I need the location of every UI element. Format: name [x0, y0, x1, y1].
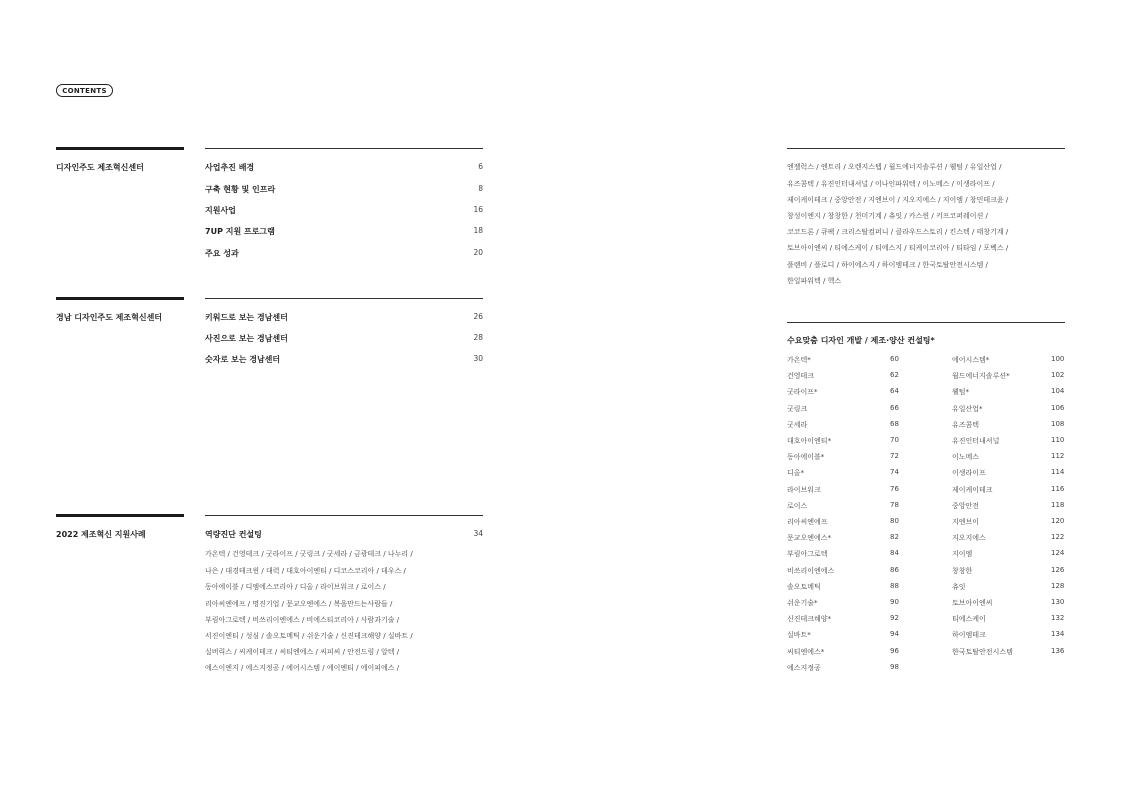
consult-company-name[interactable]: 지오지에스	[952, 534, 986, 543]
consult-company-name[interactable]: 디올*	[787, 469, 805, 478]
consult-page-number: 68	[890, 419, 899, 428]
consult-company-name[interactable]: 신진테크해양*	[787, 615, 832, 624]
consult-company-name[interactable]: 지이엠	[952, 550, 973, 559]
consult-company-name[interactable]: 이노메스	[952, 453, 980, 462]
contents-label: CONTENTS	[56, 84, 113, 97]
consult-company-name[interactable]: 씨티엔에스*	[787, 647, 825, 656]
company-list-line: 토브아이엔씨 / 티에스케이 / 티에스지 / 티케이코리아 / 티타임 / 포벡스 /	[787, 244, 1009, 252]
consult-company-name[interactable]: 에어시스템*	[952, 356, 990, 364]
consult-company-name[interactable]: 로이스	[787, 501, 808, 510]
consult-company-name[interactable]: 창창한	[952, 566, 973, 575]
consult-page-number: 64	[890, 387, 899, 396]
toc-entry[interactable]: 사업추진 배경	[205, 163, 255, 172]
section-1-title: 디자인주도 제조혁신센터	[56, 163, 144, 172]
section-1-divider	[56, 147, 184, 150]
consult-page-number: 112	[1051, 452, 1065, 461]
consult-page-number: 62	[890, 371, 899, 380]
toc-entry[interactable]: 지원사업	[205, 206, 236, 215]
consult-company-name[interactable]: 문교오엔에스*	[787, 534, 832, 543]
section-2-rule	[205, 298, 483, 299]
consult-company-name[interactable]: 유일산업*	[952, 404, 983, 413]
consult-page-number: 104	[1051, 387, 1065, 396]
toc-entry[interactable]: 숫자로 보는 경남센터	[205, 355, 281, 364]
company-list-line: 한일파워텍 / 헥스	[787, 277, 842, 285]
consult-company-name[interactable]: 굿라이프*	[787, 388, 818, 397]
toc-page-number: 20	[473, 248, 483, 257]
consult-company-name[interactable]: 동아에이블*	[787, 453, 825, 462]
toc-entry[interactable]: 구축 현황 및 인프라	[205, 185, 276, 194]
section-3-divider	[56, 514, 184, 517]
consult-company-name[interactable]: 솔오토메틱	[787, 582, 821, 591]
right-top-rule	[787, 148, 1065, 149]
company-list-line: 엔젤럭스 / 엔트리 / 오렌지스텝 / 월드에너지솔루션 / 웰텀 / 유일산업 /	[787, 163, 1002, 171]
consult-page-number: 132	[1051, 614, 1065, 623]
consult-company-name[interactable]: 라이브워크	[787, 485, 821, 494]
consult-page-number: 110	[1051, 436, 1065, 444]
consult-page-number: 106	[1051, 403, 1065, 412]
consult-company-name[interactable]: 하이엠테크	[952, 631, 986, 640]
consult-page-number: 94	[890, 630, 899, 639]
company-list-line: 플랜비 / 플로디 / 하이에스지 / 하이엠테크 / 한국토탈안전시스템 /	[787, 261, 988, 269]
toc-entry[interactable]: 사진으로 보는 경남센터	[205, 334, 288, 343]
consult-page-number: 128	[1051, 581, 1065, 590]
company-list-line: 리아씨엔에프 / 명진기업 / 문교오엔에스 / 복을만드는사람들 /	[205, 600, 393, 608]
consult-company-name[interactable]: 리아씨엔에프	[787, 518, 828, 526]
consult-page-number: 72	[890, 452, 899, 461]
consult-company-name[interactable]: 월드에너지솔루션*	[952, 372, 1010, 381]
company-list-line: 가온텍 / 건영테크 / 굿라이프 / 굿링크 / 굿세라 / 금광테크 / 나누리 /	[205, 550, 413, 558]
toc-page-number: 30	[473, 354, 483, 363]
consult-company-name[interactable]: 지엔브이	[952, 518, 980, 526]
consult-page-number: 122	[1051, 533, 1065, 542]
consult-page-number: 130	[1051, 598, 1065, 606]
consult-page-number: 88	[890, 581, 899, 590]
consult-page-number: 134	[1051, 630, 1065, 639]
consult-page-number: 66	[890, 403, 899, 412]
consult-company-name[interactable]: 쉬운기술*	[787, 599, 818, 607]
consult-company-name[interactable]: 실바트*	[787, 631, 811, 640]
toc-entry[interactable]: 역량진단 컨설팅	[205, 530, 262, 539]
consult-page-number: 114	[1051, 468, 1065, 477]
company-list-line: 유즈콤텍 / 유진인터내셔널 / 이나인파워텍 / 이노메스 / 이생라이프 /	[787, 180, 995, 188]
consult-company-name[interactable]: 츄잇	[952, 582, 966, 591]
section-3-title: 2022 제조혁신 지원사례	[56, 530, 146, 539]
consult-page-number: 78	[890, 500, 899, 509]
consult-page-number: 98	[890, 662, 899, 671]
consult-title: 수요맞춤 디자인 개발 / 제조·양산 컨설팅*	[787, 336, 935, 345]
consult-rule	[787, 322, 1065, 323]
toc-page-number: 18	[473, 226, 483, 235]
consult-page-number: 74	[890, 468, 899, 477]
company-list-line: 제이케이테크 / 중앙안전 / 지엔브이 / 지오지에스 / 지이엠 / 창민테크윤 /	[787, 196, 1009, 204]
consult-company-name[interactable]: 제이케이테크	[952, 485, 993, 494]
toc-page-number: 28	[473, 333, 483, 342]
consult-page-number: 82	[890, 533, 899, 542]
consult-company-name[interactable]: 가온텍*	[787, 356, 811, 364]
section-2-divider	[56, 297, 184, 300]
consult-page-number: 76	[890, 484, 899, 493]
consult-page-number: 84	[890, 549, 899, 558]
consult-page-number: 60	[890, 355, 899, 363]
consult-company-name[interactable]: 토브아이엔씨	[952, 599, 993, 607]
consult-page-number: 116	[1051, 484, 1065, 493]
section-3-rule	[205, 515, 483, 516]
consult-page-number: 136	[1051, 646, 1065, 655]
consult-company-name[interactable]: 티에스케이	[952, 615, 986, 624]
company-list-line: 부림아그로텍 / 비쓰리이엔에스 / 비에스티코리아 / 사람과기술 /	[205, 616, 400, 624]
consult-company-name[interactable]: 에스지정공	[787, 663, 821, 672]
company-list-line: 코코드론 / 큐팩 / 크리스탈컴퍼니 / 클라우드스토리 / 킨스텍 / 태창기계 /	[787, 228, 1009, 236]
consult-page-number: 90	[890, 598, 899, 606]
consult-company-name[interactable]: 건영테크	[787, 372, 815, 381]
company-list-line: 에스이엔지 / 에스지정공 / 에어시스템 / 에이엔티 / 에이피에스 /	[205, 664, 400, 672]
consult-company-name[interactable]: 유진인터내셔널	[952, 437, 1000, 445]
company-list-line: 나은 / 대경테크윈 / 대력 / 대호아이엔티 / 디코스코리아 / 데우스 /	[205, 567, 406, 575]
consult-company-name[interactable]: 웰텀*	[952, 388, 970, 397]
toc-page-number: 26	[473, 312, 483, 321]
consult-page-number: 96	[890, 646, 899, 655]
company-list-line: 실버릭스 / 씨케이테크 / 씨티엔에스 / 씨피씨 / 안전드림 / 알텍 /	[205, 648, 400, 656]
consult-company-name[interactable]: 굿세라	[787, 420, 808, 429]
consult-page-number: 92	[890, 614, 899, 623]
consult-company-name[interactable]: 비쓰리이엔에스	[787, 566, 835, 575]
toc-entry[interactable]: 키워드로 보는 경남센터	[205, 313, 288, 322]
consult-page-number: 124	[1051, 549, 1065, 558]
toc-entry[interactable]: 주요 성과	[205, 249, 239, 258]
consult-page-number: 126	[1051, 565, 1065, 574]
company-list-line: 동아에이블 / 디엠에스코리아 / 디올 / 라이브워크 / 로이스 /	[205, 583, 386, 591]
consult-page-number: 118	[1051, 500, 1065, 509]
consult-company-name[interactable]: 이생라이프	[952, 469, 986, 478]
consult-company-name[interactable]: 굿링크	[787, 404, 808, 413]
consult-page-number: 80	[890, 517, 899, 525]
consult-page-number: 102	[1051, 371, 1065, 380]
consult-page-number: 120	[1051, 517, 1065, 525]
toc-page-number: 8	[478, 184, 483, 193]
toc-page-number: 6	[478, 162, 483, 171]
section-1-rule	[205, 148, 483, 149]
section-2-title: 경남 디자인주도 제조혁신센터	[56, 313, 163, 322]
consult-page-number: 108	[1051, 419, 1065, 428]
consult-company-name[interactable]: 유즈콤텍	[952, 420, 980, 429]
company-list-line: 창성이엔지 / 창창한 / 천미기계 / 츄잇 / 카스윈 / 키프코퍼레이션 /	[787, 212, 988, 220]
consult-page-number: 70	[890, 436, 899, 444]
company-list-line: 서진이엔티 / 성심 / 솔오토메틱 / 쉬운기술 / 신진테크해양 / 실바트 /	[205, 632, 413, 640]
toc-page-number: 34	[473, 529, 483, 538]
consult-company-name[interactable]: 대호아이엔티*	[787, 437, 832, 445]
toc-page-number: 16	[473, 205, 483, 214]
consult-company-name[interactable]: 중앙안전	[952, 501, 980, 510]
consult-company-name[interactable]: 부림아그로텍	[787, 550, 828, 559]
consult-company-name[interactable]: 한국토탈안전시스템	[952, 647, 1013, 656]
consult-page-number: 100	[1051, 355, 1065, 363]
consult-page-number: 86	[890, 565, 899, 574]
toc-entry[interactable]: 7UP 지원 프로그램	[205, 227, 275, 236]
